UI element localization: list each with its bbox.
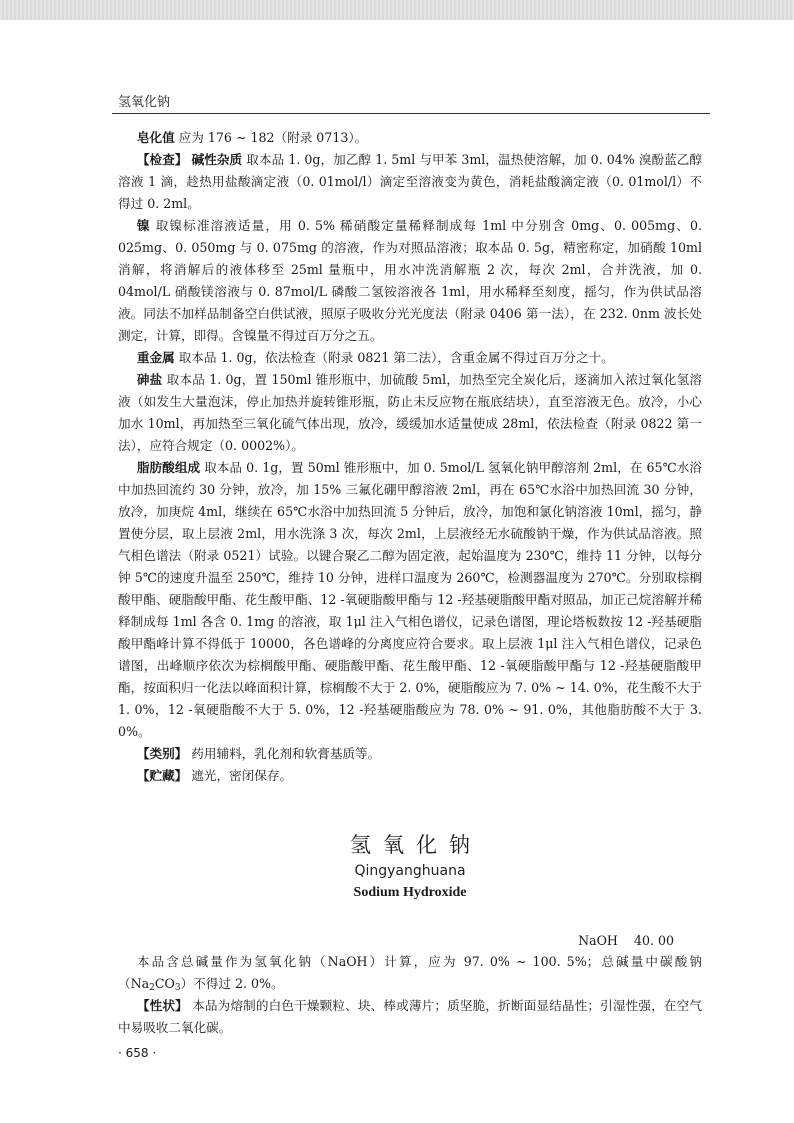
assay-text-start: 本品含总碱量作为氢氧化钠（NaOH）计算，应为 97. 0% ~ 100. 5%；总碱量中碳酸钠（Na: [118, 954, 702, 991]
fatty-acid-label: 脂肪酸组成: [136, 460, 201, 475]
monograph-english-name: Sodium Hydroxide: [353, 885, 467, 900]
category-paragraph: [118, 743, 702, 765]
saponification-text: 应为 176 ~ 182（附录 0713）。: [178, 130, 368, 145]
nickel-paragraph: [118, 215, 702, 347]
nickel-text: 取镍标准溶液适量，用 0. 5% 稀硝酸定量稀释制成每 1ml 中分别含 0mg、0. 005mg、0. 025mg、0. 050mg 与 0. 075mg 的溶液，作为对照品溶液；取本品 0. 5g，精密称定，加硝酸 10ml 消解，将消解后的液体移至 25ml 量瓶中，用水冲洗消解瓶 2 次，每次 2ml，合并洗液，加 0. 04mol/L 硝酸镁溶液与 0. 87mol/L 磷酸二氢铵溶液各 1ml，用水稀释至刻度，摇匀，作为供试品溶液。同法不加样品制备空白供试液，照原子吸收分光光度法（附录 0406 第一法），在 232. 0nm 波长处测定，计算，即得。含镍量不得过百万分之五。: [118, 218, 702, 343]
sodium-hydroxide-content: [118, 951, 702, 1039]
nickel-label: 镍: [136, 218, 151, 233]
fatty-acid-paragraph: [118, 457, 702, 743]
alkaline-impurity-text: 取本品 1. 0g，加乙醇 1. 5ml 与甲苯 3ml，温热使溶解，加 0. 04% 溴酚蓝乙醇溶液 1 滴，趁热用盐酸滴定液（0. 01mol/l）滴定至溶液变为黄色，消耗盐酸滴定液（0. 01mol/l）不得过 0. 2ml。: [118, 152, 703, 211]
character-paragraph: [118, 995, 702, 1039]
fatty-acid-text: 取本品 0. 1g，置 50ml 锥形瓶中，加 0. 5mol/L 氢氧化钠甲醇溶剂 2ml，在 65℃水浴中加热回流约 30 分钟，放冷，加 15% 三氟化硼甲醇溶液 2ml，再在 65℃水浴中加热回流 30 分钟，放冷，加庚烷 4ml，继续在 65℃水浴中加热回流 5 分钟后，放冷，加饱和氯化钠溶液 10ml，摇匀，静置使分层，取上层液 2ml，用水洗涤 3 次，每次 2ml，上层液经无水硫酸钠干燥，作为供试品溶液。照气相色谱法（附录 0521）试验。以键合聚乙二醇为固定液，起始温度为 230℃，维持 11 分钟，以每分钟 5℃的速度升温至 250℃，维持 10 分钟，进样口温度为 260℃，检测器温度为 270℃。分别取棕榈酸甲酯、硬脂酸甲酯、花生酸甲酯、12 -氧硬脂酸甲酯与 12 -羟基硬脂酸甲酯对照品，加正己烷溶解并稀释制成每 1ml 各含 0. 1mg 的溶液，取 1μl 注入气相色谱仪，记录色谱图，理论塔板数按 12 -羟基硬脂酸甲酯峰计算不得低于 10000，各色谱峰的分离度应符合要求。取上层液 1μl 注入气相色谱仪，记录色谱图，出峰顺序依次为棕榈酸甲酯、硬脂酸甲酯、花生酸甲酯、12 -氧硬脂酸甲酯与 12 -羟基硬脂酸甲酯，按面积归一化法以峰面积计算，棕榈酸不大于 2. 0%，硬脂酸应为 7. 0% ~ 14. 0%，花生酸不大于 1. 0%，12 -氧硬脂酸不大于 5. 0%，12 -羟基硬脂酸应为 78. 0% ~ 91. 0%，其他脂肪酸不大于 3. 0%。: [118, 460, 702, 739]
arsenic-text: 取本品 1. 0g，置 150ml 锥形瓶中，加硫酸 5ml，加热至完全炭化后，逐滴加入浓过氧化氢溶液（如发生大量泡沫，停止加热并旋转锥形瓶，防止未反应物在瓶底结块），直至溶液无色。放冷，小心加水 10ml，再加热至三氧化硫气体出现，放冷，缓缓加水适量使成 28ml，依法检查（附录 0822 第一法），应符合规定（0. 0002%）。: [118, 372, 702, 453]
assay-paragraph: [118, 951, 702, 995]
running-header: 氢氧化钠: [118, 95, 171, 110]
heavy-metal-text: 取本品 1. 0g，依法检查（附录 0821 第二法），含重金属不得过百万分之十。: [178, 350, 614, 365]
scan-edge-strip: [0, 0, 794, 20]
monograph-pinyin: Qingyanghuana: [354, 863, 466, 879]
heavy-metal-paragraph: [118, 347, 702, 369]
subscript-three: 3: [174, 983, 181, 993]
category-text: 药用辅料，乳化剂和软膏基质等。: [191, 746, 381, 761]
heavy-metal-label: 重金属: [136, 350, 175, 365]
storage-text: 遮光，密闭保存。: [191, 768, 293, 783]
character-text: 本品为熔制的白色干燥颗粒、块、棒或薄片；质坚脆，折断面显结晶性；引湿性强，在空气中易吸收二氧化碳。: [118, 998, 703, 1035]
inspection-paragraph: [118, 149, 702, 215]
molecular-formula-line: [118, 931, 674, 951]
subscript-two: 2: [149, 983, 155, 993]
category-label: 【类别】: [136, 746, 188, 761]
saponification-paragraph: [118, 127, 702, 149]
storage-label: 【贮藏】: [136, 768, 188, 783]
assay-text-co: CO: [154, 976, 175, 991]
inspection-label: 【检查】: [136, 152, 188, 167]
previous-monograph-content: [118, 127, 702, 787]
arsenic-label: 砷盐: [136, 372, 163, 387]
assay-text-end: ）不得过 2. 0%。: [180, 976, 284, 991]
molecular-formula: NaOH: [578, 933, 618, 948]
arsenic-paragraph: [118, 369, 702, 457]
monograph-heading: [118, 830, 702, 904]
monograph-title: 氢氧化钠: [350, 833, 482, 857]
character-label: 【性状】: [136, 998, 188, 1013]
alkaline-impurity-label: 碱性杂质: [191, 152, 243, 167]
page-number: · 658 ·: [118, 1046, 157, 1060]
storage-paragraph: [118, 765, 702, 787]
saponification-label: 皂化值: [136, 130, 175, 145]
molecular-weight: 40. 00: [633, 933, 674, 948]
header-rule: [112, 113, 710, 114]
